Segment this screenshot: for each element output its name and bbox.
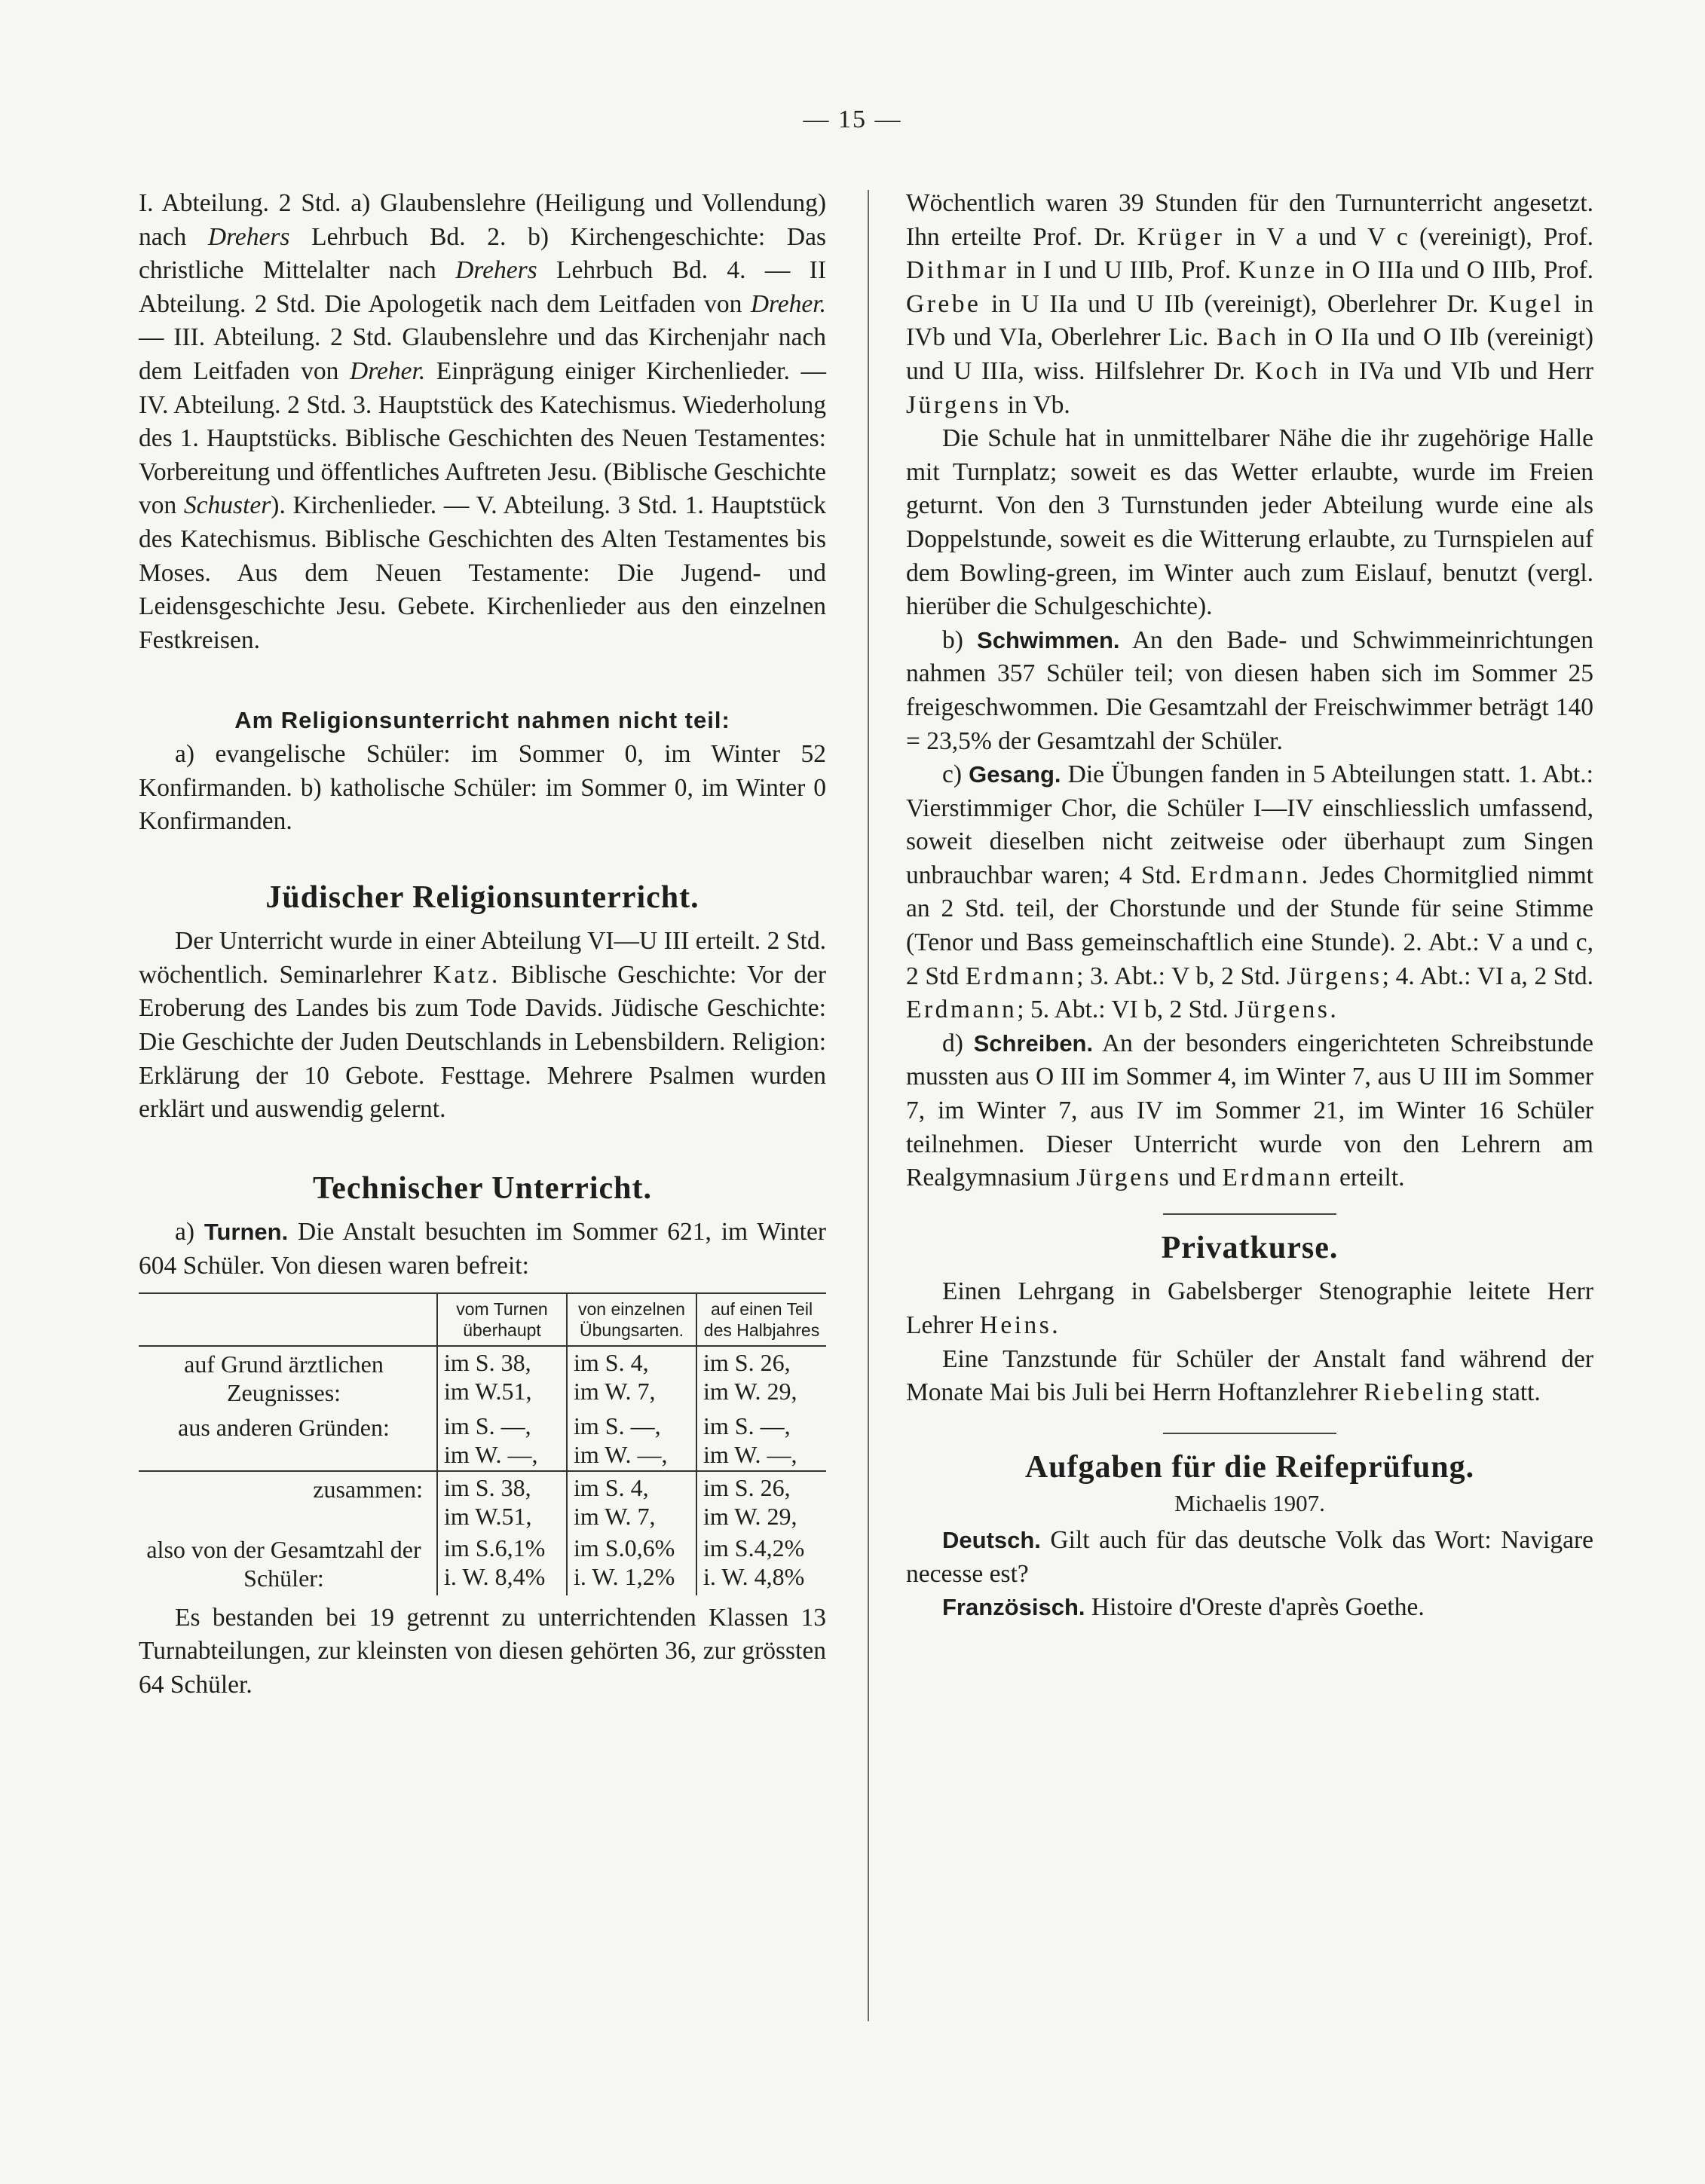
- row-label: auf Grund ärztlichen Zeugnisses:: [184, 1350, 384, 1406]
- technical-instruction-heading: Technischer Unterricht.: [313, 1170, 652, 1206]
- table-cell: im S. 4, im W. 7,: [567, 1346, 696, 1410]
- table-cell: im S. —, im W. —,: [696, 1410, 826, 1471]
- row-label: aus anderen Gründen:: [178, 1413, 390, 1441]
- table-cell: im S. —, im W. —,: [567, 1410, 696, 1471]
- exam-date: Michaelis 1907.: [1174, 1490, 1325, 1517]
- header-column: auf einen Teil des Halbjahres: [696, 1293, 826, 1346]
- table-row-total: [139, 1471, 826, 1532]
- french-label: Französisch.: [942, 1594, 1085, 1621]
- right-column: [906, 187, 1593, 1625]
- gymnastics-divisions-text: Es bestanden bei 19 getrennt zu unterrichtenden Klassen 13 Turnabteilungen, zur kleinsten von diesen gehörten 36, zur grössten 64 Schüler.: [139, 1603, 826, 1699]
- stenography-course-text: Einen Lehrgang in Gabelsberger Stenographie leitete Herr Lehrer Heins.: [906, 1277, 1593, 1339]
- table-row: [139, 1346, 826, 1410]
- writing-label: Schreiben.: [973, 1029, 1094, 1057]
- swimming-text: b) Schwimmen. An den Bade- und Schwimmeinrichtungen nahmen 357 Schüler teil; von diesen haben sich im Sommer 25 freigeschwommen. Die Gesamtzahl der Freischwimmer beträgt 140 = 23,5% der Gesamtzahl der Schüler.: [906, 626, 1593, 755]
- section-rule: [1163, 1213, 1336, 1215]
- gymnastics-staff-text: Wöchentlich waren 39 Stunden für den Turnunterricht angesetzt. Ihn erteilte Prof. Dr. Krüger in V a und V c (vereinigt), Prof. Dithmar in I und U IIIb, Prof. Kunze in O IIIa und O IIIb, Prof. Grebe in U IIa und U IIb (vereinigt), Oberlehrer Dr. Kugel in IVb und VIa, Oberlehrer Lic. Bach in O IIa und O IIb (vereinigt) und U IIIa, wiss. Hilfslehrer Dr. Koch in IVa und VIb und Herr Jürgens in Vb.: [906, 189, 1593, 419]
- left-column: [139, 187, 826, 1702]
- table-cell: im S. 26, im W. 29,: [696, 1471, 826, 1532]
- header-blank: [139, 1293, 437, 1346]
- german-label: Deutsch.: [942, 1526, 1041, 1553]
- table-cell: im S. 4, im W. 7,: [567, 1471, 696, 1532]
- table-row: [139, 1410, 826, 1471]
- religion-paragraph: I. Abteilung. 2 Std. a) Glaubenslehre (Heiligung und Vollendung) nach Drehers Lehrbuch Bd. 2. b) Kirchengeschichte: Das christliche Mittelalter nach Drehers Lehrbuch Bd. 4. — II Abteilung. 2 Std. Die Apologetik nach dem Leitfaden von Dreher. — III. Abteilung. 2 Std. Glaubenslehre und das Kirchenjahr nach dem Leitfaden von Dreher. Einprägung einiger Kirchenlieder. — IV. Abteilung. 2 Std. 3. Hauptstück des Katechismus. Wiederholung des 1. Hauptstücks. Biblische Geschichten des Neuen Testamentes: Vorbereitung und öffentliches Auftreten Jesu. (Biblische Geschichte von Schuster). Kirchenlieder. — V. Abteilung. 3 Std. 1. Hauptstück des Katechismus. Biblische Geschichten des Alten Testamentes bis Moses. Aus dem Neuen Testamente: Die Jugend- und Leidensgeschichte Jesu. Gebete. Kirchenlieder aus den einzelnen Festkreisen.: [139, 189, 827, 654]
- exam-german-task: Deutsch. Gilt auch für das deutsche Volk das Wort: Navigare necesse est?: [906, 1525, 1593, 1588]
- exam-tasks-heading: Aufgaben für die Reifeprüfung.: [1024, 1449, 1475, 1485]
- gymnastics-label: Turnen.: [204, 1219, 289, 1246]
- table-cell: im S.4,2% i. W. 4,8%: [696, 1532, 826, 1595]
- table-cell: im S.0,6% i. W. 1,2%: [567, 1532, 696, 1595]
- private-courses-heading: Privatkurse.: [1161, 1230, 1339, 1265]
- row-label: also von der Gesamtzahl der Schüler:: [146, 1535, 421, 1592]
- row-label: zusammen:: [139, 1471, 437, 1532]
- exemption-table: [139, 1292, 826, 1595]
- table-cell: im S.6,1% i. W. 8,4%: [437, 1532, 567, 1595]
- jewish-religion-text: Der Unterricht wurde in einer Abteilung VI—U III erteilt. 2 Std. wöchentlich. Seminarlehrer Katz. Biblische Geschichte: Vor der Eroberung des Landes bis zum Tode Davids. Jüdische Geschichte: Die Geschichte der Juden Deutschlands in Lebensbildern. Religion: Erklärung der 10 Gebote. Festtage. Mehrere Psalmen wurden erklärt und auswendig gelernt.: [139, 927, 827, 1124]
- page-number: — 15 —: [803, 106, 902, 133]
- header-column: vom Turnen überhaupt: [437, 1293, 567, 1346]
- nonparticipation-heading: Am Religionsunterricht nahmen nicht teil:: [234, 707, 730, 734]
- table-row-percentage: [139, 1532, 826, 1595]
- singing-text: c) Gesang. Die Übungen fanden in 5 Abteilungen statt. 1. Abt.: Vierstimmiger Chor, die Schüler I—IV einschliesslich umfassend, soweit dieselben nicht zeitweise oder überhaupt zum Singen unbrauchbar waren; 4 Std. Erdmann. Jedes Chormitglied nimmt an 2 Std. teil, der Chorstunde und der Stunde für seine Stimme (Tenor und Bass gemeinschaftlich eine Stunde). 2. Abt.: V a und c, 2 Std Erdmann; 3. Abt.: V b, 2 Std. Jürgens; 4. Abt.: VI a, 2 Std. Erdmann; 5. Abt.: VI b, 2 Std. Jürgens.: [906, 760, 1593, 1024]
- column-divider: [868, 190, 869, 2021]
- table-cell: im S. 38, im W.51,: [437, 1346, 567, 1410]
- singing-label: Gesang.: [969, 761, 1061, 788]
- exam-french-task: Französisch. Histoire d'Oreste d'après Goethe.: [942, 1593, 1425, 1622]
- table-cell: im S. 26, im W. 29,: [696, 1346, 826, 1410]
- gymnastics-intro: a) Turnen. Die Anstalt besuchten im Sommer 621, im Winter 604 Schüler. Von diesen waren befreit:: [139, 1218, 826, 1280]
- section-rule: [1163, 1433, 1336, 1434]
- swimming-label: Schwimmen.: [977, 626, 1120, 653]
- nonparticipation-text: a) evangelische Schüler: im Sommer 0, im Winter 52 Konfirmanden. b) katholische Schüler: im Sommer 0, im Winter 0 Konfirmanden.: [139, 739, 826, 836]
- exemption-table-header: [139, 1293, 826, 1346]
- jewish-religion-heading: Jüdischer Religionsunterricht.: [265, 879, 699, 915]
- writing-text: d) Schreiben. An der besonders eingerichteten Schreibstunde mussten aus O III im Sommer 4, im Winter 7, aus U III im Sommer 7, im Winter 7, aus IV im Sommer 21, im Winter 16 Schüler teilnehmen. Dieser Unterricht wurde von den Lehrern am Realgymnasium Jürgens und Erdmann erteilt.: [906, 1029, 1593, 1192]
- dance-course-text: Eine Tanzstunde für Schüler der Anstalt fand während der Monate Mai bis Juli bei Herrn Hoftanzlehrer Riebeling statt.: [906, 1344, 1593, 1407]
- header-column: von einzelnen Übungsarten.: [567, 1293, 696, 1346]
- table-cell: im S. 38, im W.51,: [437, 1471, 567, 1532]
- gymnastics-hall-text: Die Schule hat in unmittelbarer Nähe die ihr zugehörige Halle mit Turnplatz; soweit es das Wetter erlaubte, wurde im Freien geturnt. Von den 3 Turnstunden jeder Abteilung wurde eine als Doppelstunde, soweit es die Witterung erlaubte, zu Turnspielen auf dem Bowling-green, im Winter auch zum Eislauf, benutzt (vergl. hierüber die Schulgeschichte).: [906, 424, 1593, 621]
- table-cell: im S. —, im W. —,: [437, 1410, 567, 1471]
